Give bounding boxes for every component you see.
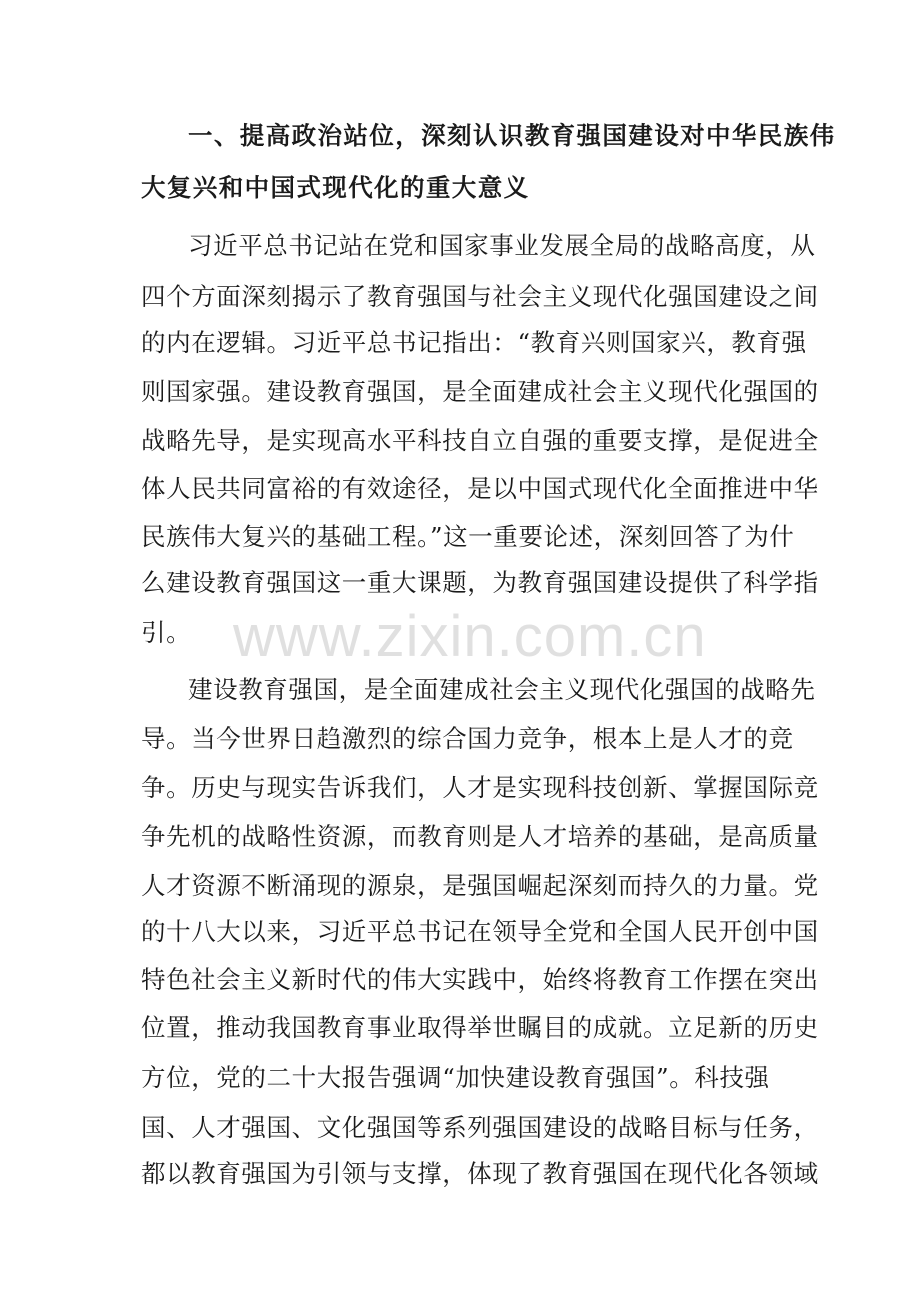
paragraph-2-line-9: 方位，党的二十大报告强调“加快建设教育强国”。科技强 <box>141 1063 770 1092</box>
heading-line-2: 大复兴和中国式现代化的重大意义 <box>141 173 530 202</box>
paragraph-1-line-3: 的内在逻辑。习近平总书记指出：“教育兴则国家兴，教育强 <box>141 328 807 357</box>
paragraph-1-line-2: 四个方面深刻揭示了教育强国与社会主义现代化强国建设之间 <box>141 282 819 311</box>
paragraph-2-line-5: 人才资源不断涌现的源泉，是强国崛起深刻而持久的力量。党 <box>141 871 819 900</box>
paragraph-1-line-4: 则国家强。建设教育强国，是全面建成社会主义现代化强国的 <box>141 377 819 406</box>
paragraph-2-line-1: 建设教育强国，是全面建成社会主义现代化强国的战略先 <box>188 675 816 704</box>
paragraph-1-line-1: 习近平总书记站在党和国家事业发展全局的战略高度，从 <box>188 231 816 260</box>
paragraph-2-line-8: 位置，推动我国教育事业取得举世瞩目的成就。立足新的历史 <box>141 1013 819 1042</box>
watermark: www.zixin.com.cn <box>233 604 707 669</box>
paragraph-2-line-2: 导。当今世界日趋激烈的综合国力竞争，根本上是人才的竞 <box>141 724 794 753</box>
paragraph-1-line-7: 民族伟大复兴的基础工程。”这一重要论述，深刻回答了为什 <box>141 522 795 551</box>
paragraph-2-line-6: 的十八大以来，习近平总书记在领导全党和全国人民开创中国 <box>141 917 819 946</box>
heading-line-1: 一、提高政治站位，深刻认识教育强国建设对中华民族伟 <box>188 121 836 150</box>
paragraph-2-line-11: 都以教育强国为引领与支撑，体现了教育强国在现代化各领域 <box>141 1159 819 1188</box>
paragraph-2-line-3: 争。历史与现实告诉我们，人才是实现科技创新、掌握国际竞 <box>141 773 819 802</box>
paragraph-2-line-7: 特色社会主义新时代的伟大实践中，始终将教育工作摆在突出 <box>141 965 819 994</box>
paragraph-1-line-9: 引。 <box>141 618 192 647</box>
paragraph-2-line-10: 国、人才强国、文化强国等系列强国建设的战略目标与任务， <box>141 1113 819 1142</box>
paragraph-1-line-6: 体人民共同富裕的有效途径，是以中国式现代化全面推进中华 <box>141 474 819 503</box>
paragraph-2-line-4: 争先机的战略性资源，而教育则是人才培养的基础，是高质量 <box>141 822 819 851</box>
paragraph-1-line-8: 么建设教育强国这一重大课题，为教育强国建设提供了科学指 <box>141 568 819 597</box>
paragraph-1-line-5: 战略先导，是实现高水平科技自立自强的重要支撑，是促进全 <box>141 426 819 455</box>
